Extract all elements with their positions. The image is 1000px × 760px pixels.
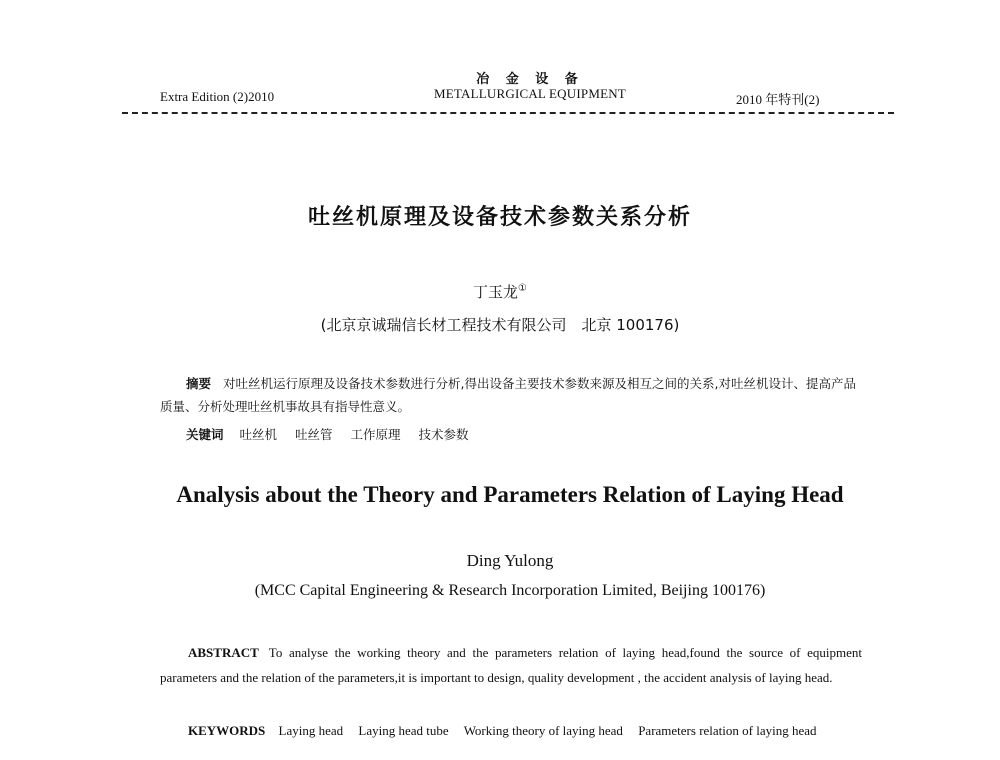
abstract-en-label: ABSTRACT xyxy=(188,645,259,660)
abstract-en xyxy=(160,640,862,690)
keywords-zh-label: 关键词 xyxy=(186,427,224,442)
author-footnote-mark: ① xyxy=(518,283,527,294)
keyword-en: Laying head xyxy=(278,723,344,738)
author-zh-name: 丁玉龙 xyxy=(473,283,519,301)
keyword-en: Working theory of laying head xyxy=(463,723,623,738)
author-en: Ding Yulong xyxy=(466,551,554,570)
keywords-en-label: KEYWORDS xyxy=(188,723,266,738)
abstract-en-text: To analyse the working theory and the parameters relation of laying head,found the source of equipment parameters and the relation of the parameters,it is important to design, quality development , the accident analysis of laying head. xyxy=(160,645,862,685)
keyword-en: Laying head tube xyxy=(358,723,449,738)
keyword-zh: 工作原理 xyxy=(350,427,401,442)
header-edition-en: Extra Edition (2)2010 xyxy=(160,89,275,104)
header-divider xyxy=(122,112,894,114)
title-en: Analysis about the Theory and Parameters Relation of Laying Head xyxy=(176,482,844,507)
header-journal xyxy=(400,73,660,101)
abstract-zh xyxy=(160,372,860,418)
title-zh: 吐丝机原理及设备技术参数关系分析 xyxy=(307,205,692,230)
keyword-zh: 吐丝机 xyxy=(239,427,278,442)
keyword-zh: 技术参数 xyxy=(418,427,469,442)
keywords-en xyxy=(160,718,862,744)
keyword-zh: 吐丝管 xyxy=(295,427,333,442)
abstract-zh-text: 对吐丝机运行原理及设备技术参数进行分析,得出设备主要技术参数来源及相互之间的关系,对吐丝机设计、提高产品质量、分析处理吐丝机事故具有指导性意义。 xyxy=(160,376,856,414)
author-zh xyxy=(0,281,1000,302)
header-journal-en: METALLURGICAL EQUIPMENT xyxy=(434,86,626,101)
affiliation-zh: (北京京诚瑞信长材工程技术有限公司 北京 100176) xyxy=(320,316,680,334)
keyword-en: Parameters relation of laying head xyxy=(638,723,817,738)
keywords-zh xyxy=(186,425,483,443)
header-edition-zh: 2010 年特刊(2) xyxy=(736,92,820,107)
affiliation-en: (MCC Capital Engineering & Research Incorporation Limited, Beijing 100176) xyxy=(254,582,766,599)
header-journal-zh: 冶 金 设 备 xyxy=(476,72,584,87)
abstract-zh-label: 摘要 xyxy=(186,376,212,391)
